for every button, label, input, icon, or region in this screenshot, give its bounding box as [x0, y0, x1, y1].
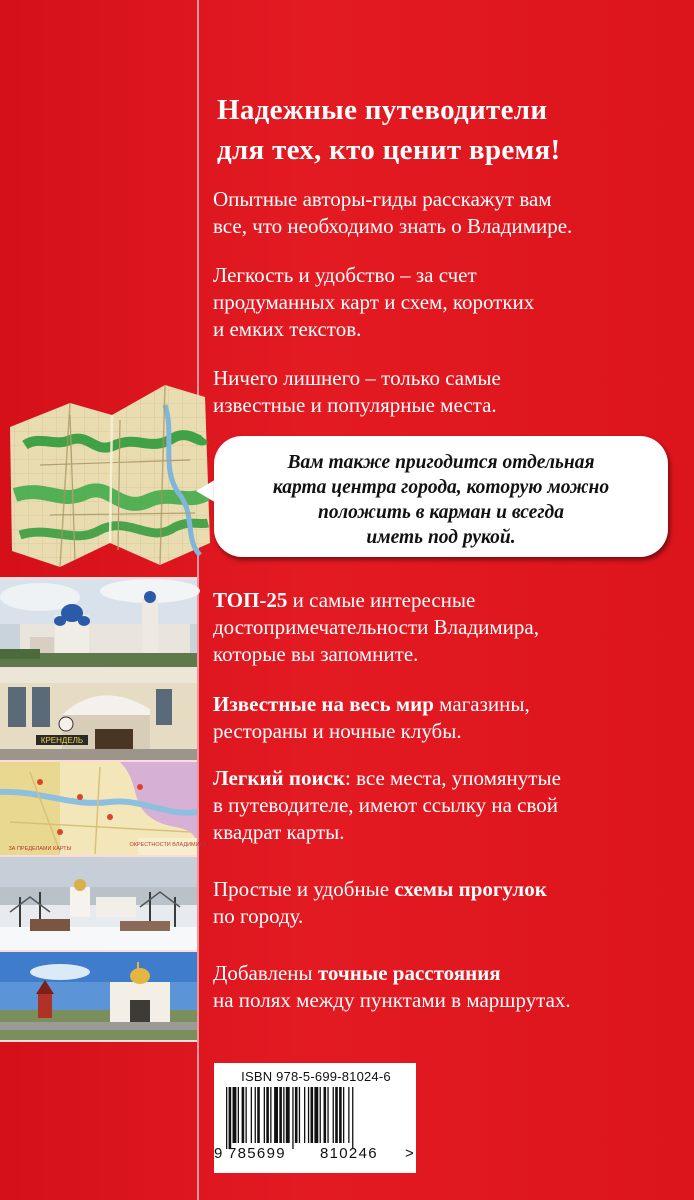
barcode-bar — [242, 1087, 245, 1143]
barcode-bar — [238, 1087, 239, 1143]
barcode-bar — [343, 1087, 344, 1143]
feature-shops-bold: Известные на весь мир — [213, 692, 434, 716]
barcode-bar — [339, 1087, 342, 1143]
feature-top25-bold: ТОП-25 — [213, 588, 288, 612]
callout-text: Вам также пригодится отдельная карта центра города, которую можно положить в карман и всегда иметь под рукой. — [272, 452, 610, 548]
barcode-bar — [226, 1087, 227, 1149]
intro-paragraph-2: Легкость и удобство – за счет продуманных карт и схем, коротких и емких текстов. — [213, 263, 535, 341]
map-label-2: ЗА ПРЕДЕЛАМИ КАРТЫ — [8, 846, 72, 852]
photo-winter-city — [0, 857, 197, 950]
headline-line-1: Надежные путеводители — [217, 94, 548, 126]
feature-walking-routes-bold: схемы прогулок — [394, 877, 547, 901]
barcode-bar — [233, 1087, 237, 1143]
barcode-bar — [270, 1087, 271, 1143]
divider — [0, 1040, 197, 1042]
barcode-bar — [255, 1087, 256, 1143]
barcode-bar — [286, 1087, 290, 1143]
headline — [217, 90, 677, 170]
feature-distances-bold: точные расстояния — [317, 961, 501, 985]
shop-sign-text: КРЕНДЕЛЬ — [40, 736, 84, 745]
feature-easy-search: Легкий поиск: все места, упомянутые в путеводителе, имеют ссылку на свой квадрат карты. — [213, 766, 561, 844]
barcode-bar — [352, 1087, 353, 1149]
vertical-divider — [197, 0, 199, 1200]
ean-group-2: 810246 — [320, 1145, 378, 1162]
photo-monastery — [0, 579, 197, 667]
barcode-bar — [333, 1087, 334, 1143]
barcode-bar — [274, 1087, 278, 1143]
barcode-bar — [229, 1087, 232, 1149]
barcode-bar — [320, 1087, 321, 1143]
folded-map-illustration — [0, 375, 215, 575]
feature-distances: Добавлены точные расстояния на полях между пунктами в маршрутах. — [213, 961, 571, 1012]
ean-arrow: > — [405, 1145, 415, 1162]
barcode-bar — [264, 1087, 265, 1143]
photo-golden-gate — [0, 952, 197, 1040]
barcode-bar — [251, 1087, 252, 1143]
barcode-bar — [292, 1087, 293, 1149]
map-label-1: ОКРЕСТНОСТИ ВЛАДИМИРА — [129, 842, 207, 848]
barcode-bar — [327, 1087, 328, 1143]
barcode-bar — [308, 1087, 309, 1143]
barcode-bar — [246, 1087, 247, 1143]
barcode-bars — [226, 1087, 404, 1149]
feature-top25: ТОП-25 и самые интересные достопримечательности Владимира, которые вы запомните. — [213, 588, 539, 666]
photo-city-map — [0, 762, 207, 855]
barcode-bar — [311, 1087, 314, 1143]
barcode-bar — [295, 1087, 298, 1143]
barcode-bar — [279, 1087, 282, 1143]
barcode-bar — [299, 1087, 300, 1143]
isbn-text: ISBN 978-5-699-81024-6 — [241, 1069, 391, 1084]
feature-walking-routes: Простые и удобные схемы прогулок по городу. — [213, 877, 547, 928]
barcode-bar — [257, 1087, 260, 1143]
barcode-bar — [266, 1087, 269, 1143]
photo-cafe-storefront — [0, 669, 197, 760]
barcode-bar — [335, 1087, 338, 1143]
barcode-bar — [283, 1087, 284, 1143]
barcode-bar — [314, 1087, 318, 1143]
barcode-bar — [304, 1087, 305, 1143]
barcode-bar — [348, 1087, 349, 1143]
barcode-bar — [324, 1087, 327, 1143]
feature-easy-search-bold: Легкий поиск — [213, 766, 346, 790]
intro-paragraph-1: Опытные авторы-гиды расскажут вам все, что необходимо знать о Владимире. — [213, 187, 573, 238]
headline-line-2: для тех, кто ценит время! — [217, 134, 561, 166]
callout-bubble — [214, 436, 668, 557]
ean-group-1: 785699 — [228, 1145, 286, 1162]
intro-paragraph-3: Ничего лишнего – только самые известные и популярные места. — [213, 366, 501, 417]
ean-first-digit: 9 — [214, 1145, 223, 1162]
feature-shops: Известные на весь мир магазины, рестораны и ночные клубы. — [213, 692, 530, 743]
